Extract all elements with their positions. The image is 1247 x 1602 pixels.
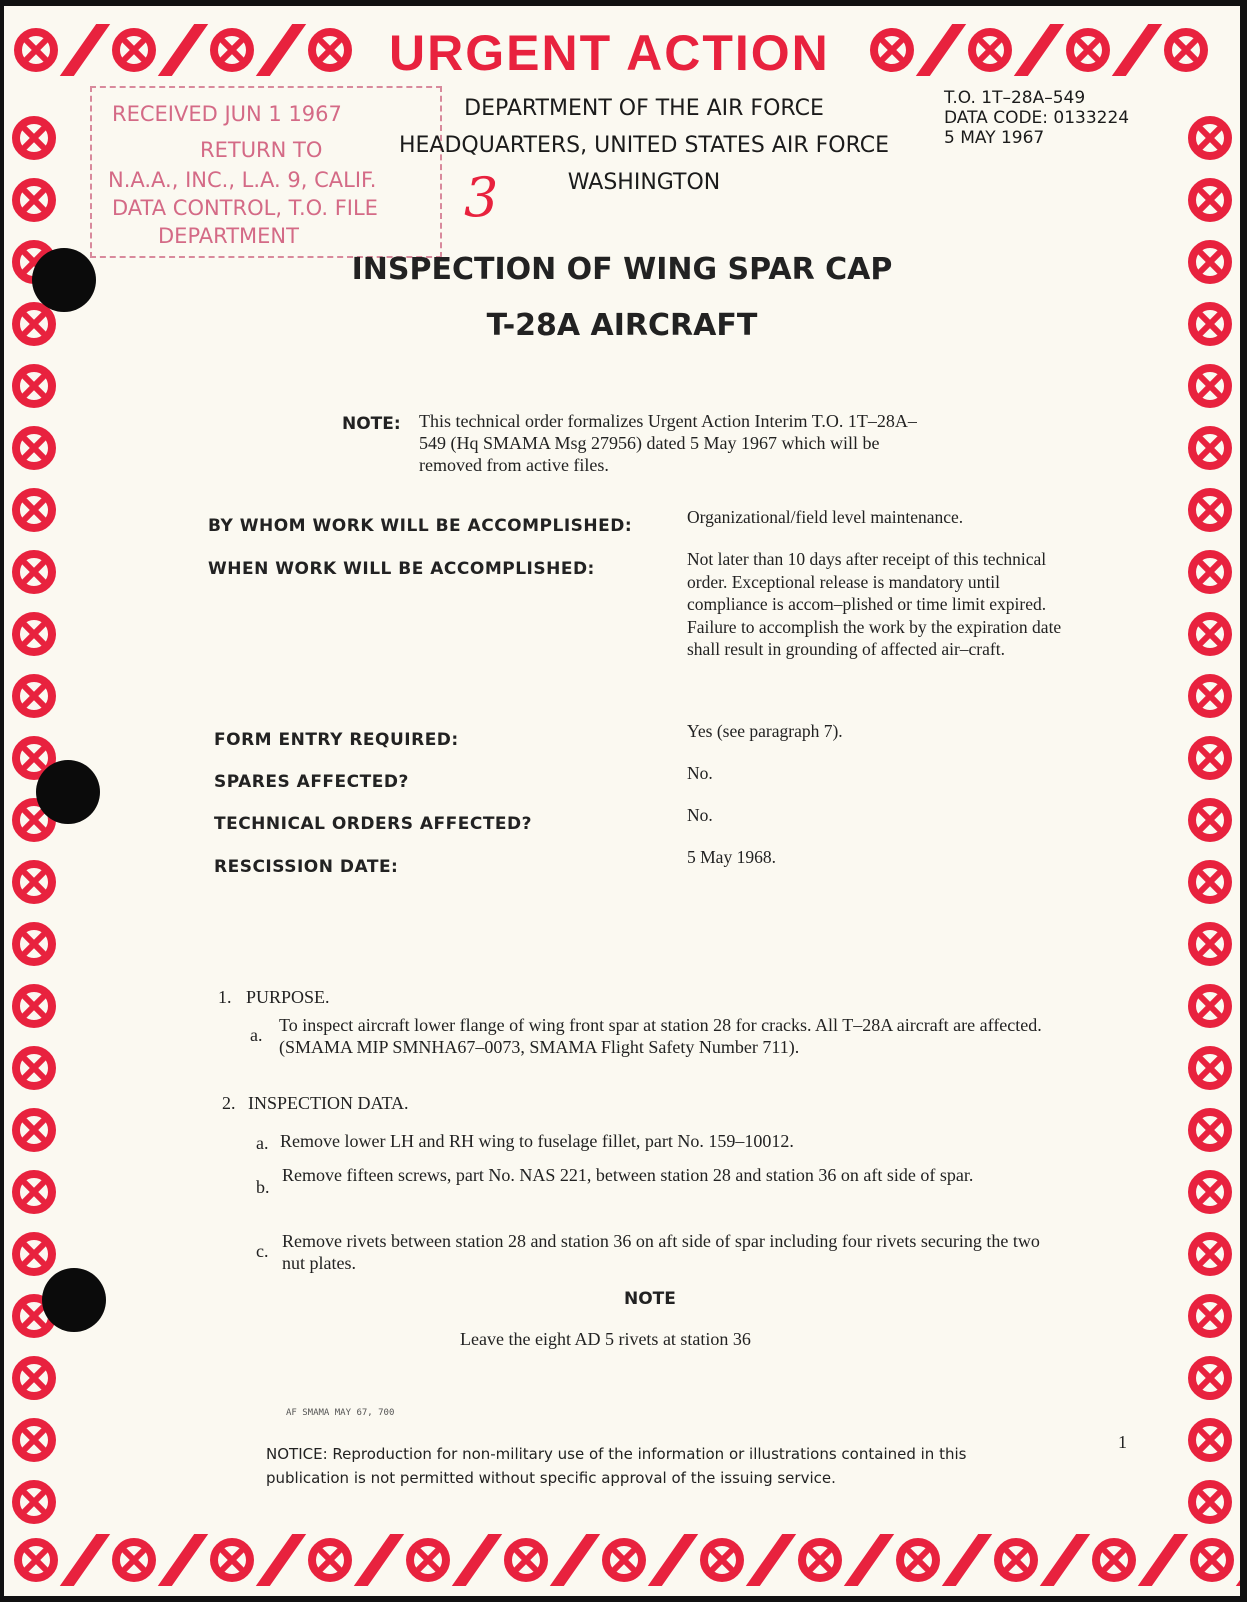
- field-label-rescission: RESCISSION DATE:: [214, 857, 399, 877]
- issuer-headquarters: HEADQUARTERS, UNITED STATES AIR FORCE: [398, 133, 890, 158]
- section-1a-text: To inspect aircraft lower flange of wing front spar at station 28 for cracks. All T–28A aircraft are affected. (SMAMA MIP SMNHA67–0073, SMAMA Flight Safety Number 711).: [279, 1015, 1042, 1057]
- x-circle-icon: [896, 1538, 940, 1582]
- x-circle-icon: [12, 426, 56, 470]
- x-circle-icon: [1188, 1480, 1232, 1524]
- section-2a-text: Remove lower LH and RH wing to fuselage fillet, part No. 159–10012.: [280, 1131, 794, 1151]
- x-circle-icon: [308, 28, 352, 72]
- x-circle-icon: [12, 922, 56, 966]
- slash-icon: [158, 1534, 208, 1586]
- field-label-when: WHEN WORK WILL BE ACCOMPLISHED:: [208, 559, 595, 579]
- field-value-form-entry: Yes (see paragraph 7).: [687, 721, 843, 741]
- note-text: This technical order formalizes Urgent Action Interim T.O. 1T–28A–549 (Hq SMAMA Msg 27956) dated 5 May 1967 which will be removed from active files.: [419, 411, 917, 475]
- x-circle-icon: [12, 1356, 56, 1400]
- slash-icon: [916, 24, 966, 76]
- x-circle-icon: [700, 1538, 744, 1582]
- x-circle-icon: [12, 1418, 56, 1462]
- x-circle-icon: [1188, 116, 1232, 160]
- field-value-rescission: 5 May 1968.: [687, 847, 776, 867]
- document-title-line1: INSPECTION OF WING SPAR CAP: [351, 252, 893, 287]
- x-circle-icon: [1188, 922, 1232, 966]
- x-circle-icon: [406, 1538, 450, 1582]
- x-circle-icon: [1188, 798, 1232, 842]
- x-circle-icon: [210, 28, 254, 72]
- slash-icon: [1138, 1534, 1188, 1586]
- x-circle-icon: [12, 178, 56, 222]
- section-2-number: 2.: [222, 1093, 236, 1113]
- x-circle-icon: [14, 1538, 58, 1582]
- binder-hole: [42, 1268, 106, 1332]
- top-border-pattern: [14, 24, 352, 76]
- to-number: T.O. 1T–28A–549: [944, 88, 1086, 108]
- x-circle-icon: [308, 1538, 352, 1582]
- slash-icon: [746, 1534, 796, 1586]
- x-circle-icon: [12, 1108, 56, 1152]
- x-circle-icon: [602, 1538, 646, 1582]
- section-1a-letter: a.: [250, 1025, 263, 1045]
- x-circle-icon: [1188, 550, 1232, 594]
- slash-icon: [550, 1534, 600, 1586]
- issuer-city: WASHINGTON: [567, 170, 721, 195]
- x-circle-icon: [12, 1170, 56, 1214]
- section-1-heading: PURPOSE.: [246, 987, 330, 1007]
- stamp-dept-line: DEPARTMENT: [158, 224, 299, 248]
- field-value-spares: No.: [687, 763, 713, 783]
- x-circle-icon: [1188, 1232, 1232, 1276]
- x-circle-icon: [1188, 612, 1232, 656]
- note-label: NOTE:: [342, 414, 401, 434]
- inner-note-text: Leave the eight AD 5 rivets at station 36: [460, 1329, 751, 1349]
- urgent-action-banner: URGENT ACTION: [389, 25, 830, 81]
- x-circle-icon: [1188, 674, 1232, 718]
- field-value-by-whom: Organizational/field level maintenance.: [687, 507, 964, 527]
- section-2c-text: Remove rivets between station 28 and station 36 on aft side of spar including four rivets securing the two nut plates.: [282, 1231, 1040, 1273]
- x-circle-icon: [1190, 1538, 1234, 1582]
- x-circle-icon: [1188, 1418, 1232, 1462]
- x-circle-icon: [1188, 426, 1232, 470]
- x-circle-icon: [112, 1538, 156, 1582]
- page-number: 1: [1118, 1432, 1127, 1452]
- x-circle-icon: [12, 860, 56, 904]
- x-circle-icon: [1164, 28, 1208, 72]
- x-circle-icon: [12, 612, 56, 656]
- stamp-department-line: DATA CONTROL, T.O. FILE: [112, 196, 378, 220]
- slash-icon: [1236, 1534, 1240, 1586]
- x-circle-icon: [1188, 1356, 1232, 1400]
- field-value-when: Not later than 10 days after receipt of this technical order. Exceptional release is mandatory until compliance is accom–plished or time limit expired. Failure to accomplish the work by the expiration date shall result in grounding of affected air–craft.: [687, 549, 1062, 659]
- bottom-border-pattern: [14, 1534, 1240, 1586]
- section-2-heading: INSPECTION DATA.: [248, 1093, 409, 1113]
- x-circle-icon: [870, 28, 914, 72]
- inner-note-heading: NOTE: [624, 1289, 676, 1309]
- section-2c-letter: c.: [256, 1241, 269, 1261]
- x-circle-icon: [1066, 28, 1110, 72]
- x-circle-icon: [798, 1538, 842, 1582]
- x-circle-icon: [12, 1480, 56, 1524]
- x-circle-icon: [1092, 1538, 1136, 1582]
- slash-icon: [1112, 24, 1162, 76]
- x-circle-icon: [12, 1046, 56, 1090]
- x-circle-icon: [12, 1232, 56, 1276]
- x-circle-icon: [1188, 984, 1232, 1028]
- stamp-address-line: N.A.A., INC., L.A. 9, CALIF.: [108, 168, 377, 192]
- x-circle-icon: [12, 364, 56, 408]
- slash-icon: [452, 1534, 502, 1586]
- x-circle-icon: [1188, 1170, 1232, 1214]
- issue-date: 5 MAY 1967: [944, 128, 1045, 148]
- slash-icon: [158, 24, 208, 76]
- x-circle-icon: [504, 1538, 548, 1582]
- slash-icon: [1040, 1534, 1090, 1586]
- x-circle-icon: [12, 984, 56, 1028]
- reproduction-notice: NOTICE: Reproduction for non-military use of the information or illustrations contained in this publication is not permitted without specific approval of the issuing service.: [266, 1445, 967, 1487]
- slash-icon: [1014, 24, 1064, 76]
- print-code: AF SMAMA MAY 67, 700: [286, 1408, 395, 1418]
- x-circle-icon: [1188, 488, 1232, 532]
- section-1-number: 1.: [218, 987, 232, 1007]
- x-circle-icon: [1188, 1046, 1232, 1090]
- to-number-block: [944, 88, 1129, 148]
- x-circle-icon: [1188, 1294, 1232, 1338]
- section-2a-letter: a.: [256, 1133, 269, 1153]
- binder-hole: [36, 760, 100, 824]
- slash-icon: [844, 1534, 894, 1586]
- data-code: DATA CODE: 0133224: [944, 108, 1130, 128]
- field-value-tech-orders: No.: [687, 805, 713, 825]
- x-circle-icon: [12, 116, 56, 160]
- x-circle-icon: [1188, 736, 1232, 780]
- handwritten-mark: 3: [464, 166, 499, 229]
- field-label-spares: SPARES AFFECTED?: [214, 772, 409, 792]
- x-circle-icon: [1188, 860, 1232, 904]
- section-2b-letter: b.: [256, 1177, 270, 1197]
- top-right-border-pattern: [870, 24, 1208, 76]
- slash-icon: [60, 1534, 110, 1586]
- field-label-tech-orders: TECHNICAL ORDERS AFFECTED?: [214, 814, 533, 834]
- issuer-department: DEPARTMENT OF THE AIR FORCE: [464, 96, 824, 121]
- x-circle-icon: [1188, 364, 1232, 408]
- slash-icon: [256, 1534, 306, 1586]
- slash-icon: [354, 1534, 404, 1586]
- x-circle-icon: [12, 488, 56, 532]
- x-circle-icon: [112, 28, 156, 72]
- document-title-line2: T-28A AIRCRAFT: [486, 308, 758, 343]
- x-circle-icon: [968, 28, 1012, 72]
- slash-icon: [648, 1534, 698, 1586]
- stamp-received-line: RECEIVED JUN 1 1967: [112, 102, 342, 126]
- x-circle-icon: [1188, 178, 1232, 222]
- section-2b-text: Remove fifteen screws, part No. NAS 221, between station 28 and station 36 on aft side of spar.: [282, 1165, 974, 1185]
- stamp-return-line: RETURN TO: [200, 138, 323, 162]
- slash-icon: [256, 24, 306, 76]
- x-circle-icon: [12, 550, 56, 594]
- document-page: [4, 6, 1240, 1596]
- issuer-block: [384, 90, 904, 201]
- x-circle-icon: [12, 674, 56, 718]
- slash-icon: [942, 1534, 992, 1586]
- field-label-by-whom: BY WHOM WORK WILL BE ACCOMPLISHED:: [208, 516, 633, 536]
- field-label-form-entry: FORM ENTRY REQUIRED:: [214, 730, 459, 750]
- x-circle-icon: [14, 28, 58, 72]
- x-circle-icon: [994, 1538, 1038, 1582]
- x-circle-icon: [1188, 1108, 1232, 1152]
- slash-icon: [60, 24, 110, 76]
- x-circle-icon: [210, 1538, 254, 1582]
